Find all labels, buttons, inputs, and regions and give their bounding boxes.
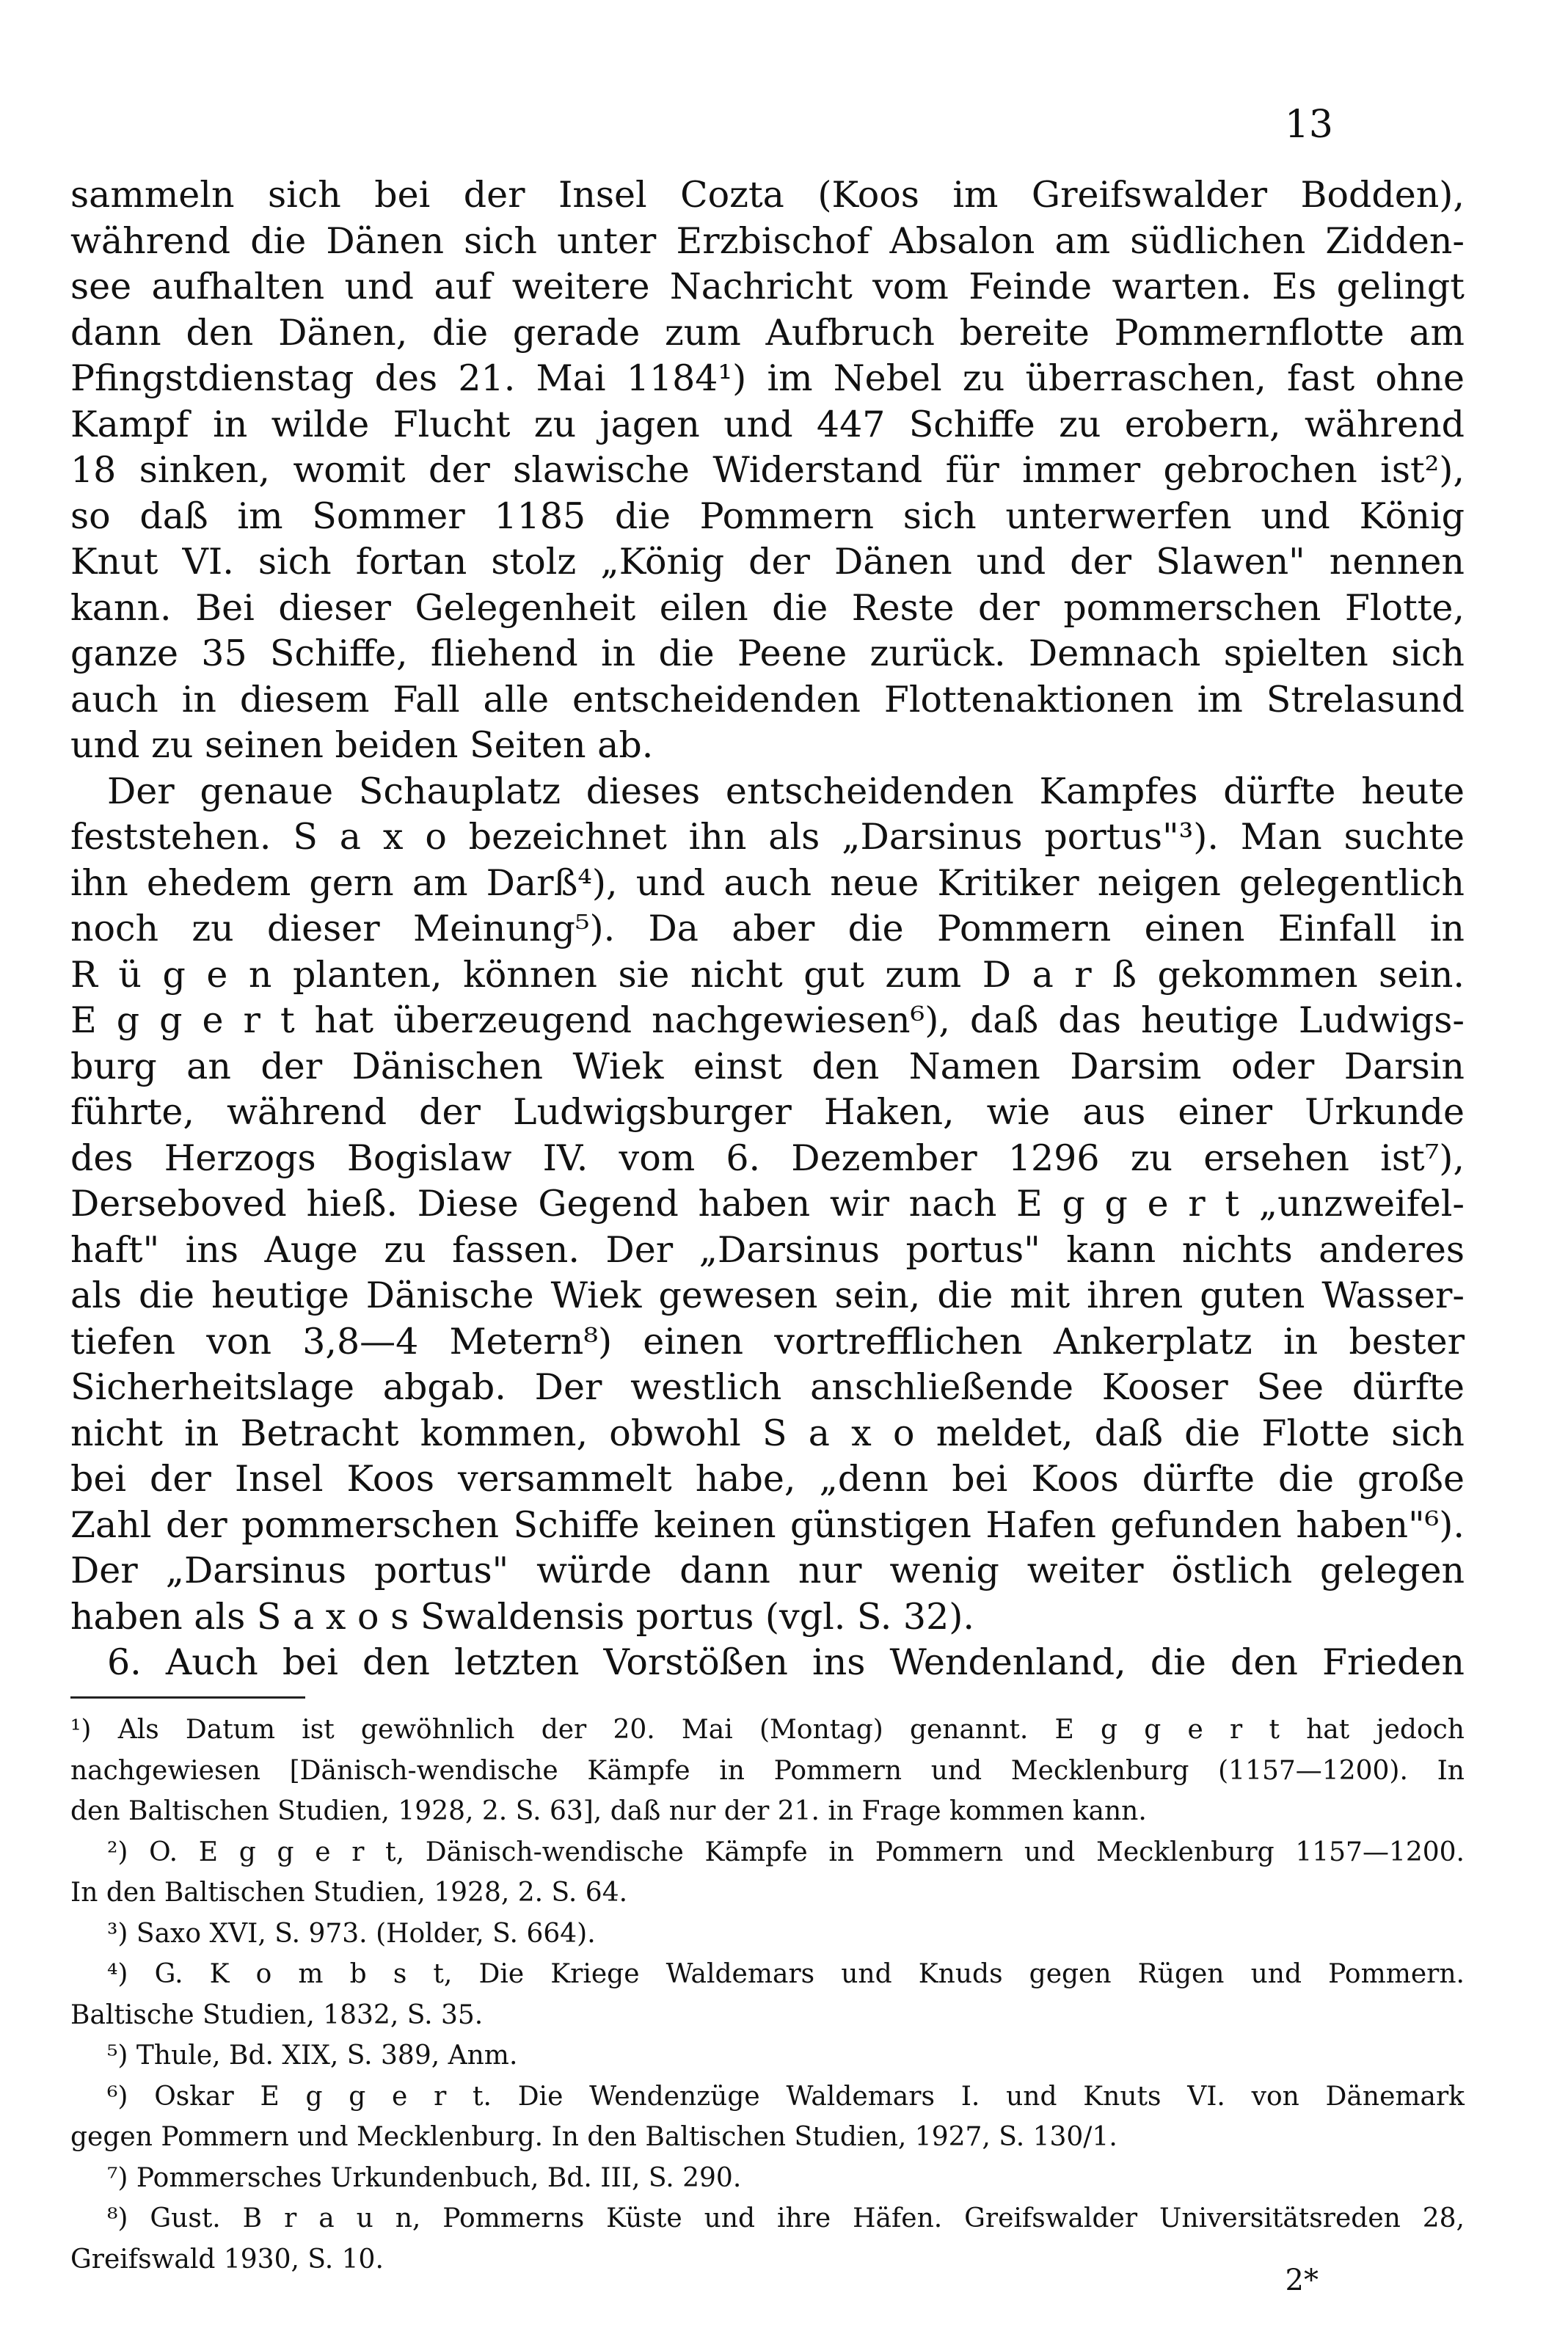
body-line: dann den Dänen, die gerade zum Aufbruch bereite Pommernflotte am: [70, 311, 1465, 354]
footnote-line: Baltische Studien, 1832, S. 35.: [70, 1999, 484, 2030]
body-line: haft" ins Auge zu fassen. Der „Darsinus portus" kann nichts anderes: [70, 1228, 1465, 1271]
footnote-line: ⁶) Oskar E g g e r t. Die Wendenzüge Waldemars I. und Knuts VI. von Dänemark: [107, 2081, 1465, 2112]
footnote-line: gegen Pommern und Mecklenburg. In den Baltischen Studien, 1927, S. 130/1.: [70, 2122, 1117, 2152]
body-line: 6. Auch bei den letzten Vorstößen ins Wendenland, die den Frieden: [107, 1641, 1465, 1683]
body-line: haben als S a x o s Swaldensis portus (vgl. S. 32).: [70, 1595, 974, 1638]
footnote-line: ⁸) Gust. B r a u n, Pommerns Küste und ihre Häfen. Greifswalder Universitätsreden 28,: [107, 2203, 1465, 2233]
body-line: Zahl der pommerschen Schiffe keinen günstigen Hafen gefunden haben"⁶).: [70, 1503, 1465, 1546]
footnote-line: ¹) Als Datum ist gewöhnlich der 20. Mai (Montag) genannt. E g g e r t hat jedoch: [70, 1715, 1465, 1745]
body-line: 18 sinken, womit der slawische Widerstand für immer gebrochen ist²),: [70, 449, 1465, 491]
body-line: feststehen. S a x o bezeichnet ihn als „Darsinus portus"³). Man suchte: [70, 816, 1465, 858]
body-line: noch zu dieser Meinung⁵). Da aber die Pommern einen Einfall in: [70, 908, 1465, 949]
body-line: auch in diesem Fall alle entscheidenden Flottenaktionen im Strelasund: [70, 678, 1465, 721]
footnotes: [70, 1710, 1465, 2280]
body-line: tiefen von 3,8—4 Metern⁸) einen vortrefflichen Ankerplatz in bester: [70, 1320, 1465, 1363]
body-line: und zu seinen beiden Seiten ab.: [70, 724, 654, 766]
body-line: see aufhalten und auf weitere Nachricht vom Feinde warten. Es gelingt: [70, 266, 1465, 307]
body-text: [70, 172, 1465, 1686]
footnote-line: ²) O. E g g e r t, Dänisch-wendische Kämpfe in Pommern und Mecklenburg 1157—1200.: [107, 1837, 1465, 1867]
body-line: während die Dänen sich unter Erzbischof Absalon am südlichen Zidden-: [70, 219, 1465, 262]
body-line: Knut VI. sich fortan stolz „König der Dänen und der Slawen" nennen: [70, 541, 1465, 583]
footnote-line: ⁴) G. K o m b s t, Die Kriege Waldemars und Knuds gegen Rügen und Pommern.: [107, 1959, 1465, 1989]
body-line: Pfingstdienstag des 21. Mai 1184¹) im Nebel zu überraschen, fast ohne: [70, 357, 1465, 399]
body-line: burg an der Dänischen Wiek einst den Namen Darsim oder Darsin: [70, 1045, 1465, 1087]
body-line: als die heutige Dänische Wiek gewesen sein, die mit ihren guten Wasser-: [70, 1274, 1465, 1316]
signature-mark: 2*: [1285, 2264, 1319, 2297]
footnote-line: ⁵) Thule, Bd. XIX, S. 389, Anm.: [107, 2041, 518, 2071]
body-line: sammeln sich bei der Insel Cozta (Koos im Greifswalder Bodden),: [70, 174, 1465, 216]
body-line: R ü g e n planten, können sie nicht gut zum D a r ß gekommen sein.: [70, 953, 1465, 996]
body-line: Der genaue Schauplatz dieses entscheidenden Kampfes dürfte heute: [107, 770, 1465, 812]
body-line: Kampf in wilde Flucht zu jagen und 447 Schiffe zu erobern, während: [70, 403, 1465, 445]
footnote-line: den Baltischen Studien, 1928, 2. S. 63], daß nur der 21. in Frage kommen kann.: [70, 1796, 1147, 1826]
body-line: kann. Bei dieser Gelegenheit eilen die Reste der pommerschen Flotte,: [70, 586, 1465, 629]
body-line: so daß im Sommer 1185 die Pommern sich unterwerfen und König: [70, 495, 1465, 537]
body-line: des Herzogs Bogislaw IV. vom 6. Dezember 1296 zu ersehen ist⁷),: [70, 1137, 1465, 1179]
body-line: ihn ehedem gern am Darß⁴), und auch neue Kritiker neigen gelegentlich: [70, 861, 1465, 904]
body-line: bei der Insel Koos versammelt habe, „denn bei Koos dürfte die große: [70, 1458, 1465, 1500]
body-line: E g g e r t hat überzeugend nachgewiesen⁶), daß das heutige Ludwigs-: [70, 999, 1465, 1041]
body-line: führte, während der Ludwigsburger Haken, wie aus einer Urkunde: [70, 1091, 1465, 1133]
footnote-line: ⁷) Pommersches Urkundenbuch, Bd. III, S. 290.: [107, 2162, 742, 2193]
page-number: 13: [1284, 103, 1333, 147]
footnote-line: nachgewiesen [Dänisch-wendische Kämpfe in Pommern und Mecklenburg (1157—1200). In: [70, 1755, 1465, 1786]
footnote-line: ³) Saxo XVI, S. 973. (Holder, S. 664).: [107, 1918, 596, 1949]
body-line: nicht in Betracht kommen, obwohl S a x o meldet, daß die Flotte sich: [70, 1412, 1465, 1454]
footnote-line: In den Baltischen Studien, 1928, 2. S. 64.: [70, 1878, 628, 1908]
footnote-line: Greifswald 1930, S. 10.: [70, 2244, 384, 2275]
body-line: Sicherheitslage abgab. Der westlich anschließende Kooser See dürfte: [70, 1366, 1465, 1408]
footnote-rule: [70, 1696, 305, 1699]
body-line: Der „Darsinus portus" würde dann nur wenig weiter östlich gelegen: [70, 1550, 1465, 1591]
body-line: Derseboved hieß. Diese Gegend haben wir nach E g g e r t „unzweifel-: [70, 1183, 1465, 1225]
body-line: ganze 35 Schiffe, fliehend in die Peene zurück. Demnach spielten sich: [70, 632, 1465, 674]
